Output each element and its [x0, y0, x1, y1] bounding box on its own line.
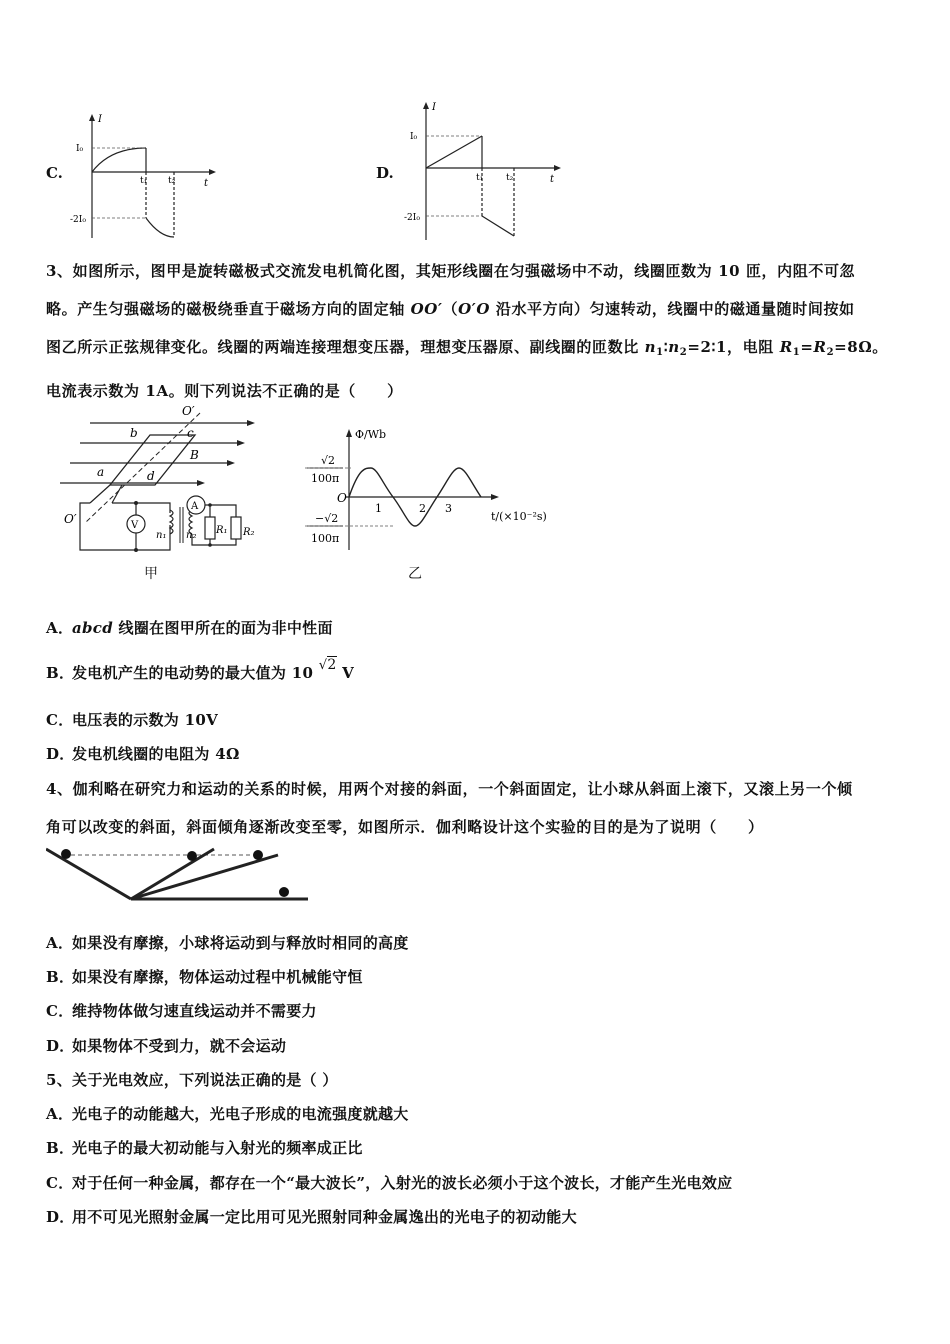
q5-option-a[interactable]: A．光电子的动能越大，光电子形成的电流强度就越大 — [46, 1105, 409, 1123]
q3-option-c[interactable]: C．电压表的示数为 10V — [46, 711, 219, 729]
option-d-graph — [402, 100, 567, 245]
c-t1-label: t₁ — [140, 176, 148, 186]
c-y-top-label: I₀ — [76, 144, 84, 154]
jia-label-n2: n₂ — [186, 530, 197, 541]
jia-label-r2: R₂ — [243, 527, 255, 538]
yi-origin-label: O — [337, 491, 347, 505]
yi-pos-denominator: 100π — [311, 472, 340, 485]
jia-voltmeter-label: V — [131, 520, 139, 531]
yi-tick-3: 3 — [445, 502, 452, 515]
c-t2-label: t₂ — [168, 176, 176, 186]
q4-option-b[interactable]: B．如果没有摩擦，物体运动过程中机械能守恒 — [46, 968, 363, 986]
q4-option-c[interactable]: C．维持物体做匀速直线运动并不需要力 — [46, 1002, 317, 1020]
q3-option-d[interactable]: D．发电机线圈的电阻为 4Ω — [46, 745, 240, 763]
jia-label-r1: R₁ — [216, 525, 228, 536]
option-c-letter[interactable]: C. — [46, 164, 63, 182]
jia-label-o-prime-bottom: O′ — [64, 512, 77, 526]
q4-incline-figure — [46, 843, 311, 905]
d-y-axis-label: I — [432, 102, 436, 113]
yi-neg-denominator: 100π — [311, 532, 340, 545]
q4-line2: 角可以改变的斜面，斜面倾角逐渐改变至零，如图所示．伽利略设计这个实验的目的是为了说明（ ） — [46, 818, 764, 836]
q3-figure-yi-caption: 乙 — [408, 566, 422, 582]
d-y-bottom-label: -2I₀ — [404, 213, 420, 223]
q4-option-d[interactable]: D．如果物体不受到力，就不会运动 — [46, 1037, 287, 1055]
q4-stem — [46, 770, 906, 846]
q3-figure-jia — [50, 405, 265, 555]
d-t1-label: t₁ — [476, 173, 484, 183]
option-d-letter[interactable]: D. — [376, 164, 394, 182]
q5-option-d[interactable]: D．用不可见光照射金属一定比用可见光照射同种金属逸出的光电子的初动能大 — [46, 1208, 577, 1226]
yi-pos-numerator: √2 — [321, 454, 336, 467]
q3-figure-jia-caption: 甲 — [144, 566, 158, 582]
q4-option-a[interactable]: A．如果没有摩擦，小球将运动到与释放时相同的高度 — [46, 934, 409, 952]
c-x-axis-label: t — [204, 178, 209, 189]
q3-option-b[interactable]: B．发电机产生的电动势的最大值为 10 √2 V — [46, 657, 355, 682]
jia-ammeter-label: A — [191, 501, 199, 512]
c-y-bottom-label: -2I₀ — [70, 215, 86, 225]
q5-option-c[interactable]: C．对于任何一种金属，都存在一个“最大波长”，入射光的波长必须小于这个波长，才能产生光电效应 — [46, 1174, 733, 1192]
option-c-graph — [70, 110, 220, 245]
q5-option-b[interactable]: B．光电子的最大初动能与入射光的频率成正比 — [46, 1139, 363, 1157]
yi-tick-2: 2 — [419, 502, 426, 515]
q5-stem: 5、关于光电效应，下列说法正确的是（ ） — [46, 1071, 338, 1089]
q3-line2: 略。产生匀强磁场的磁极绕垂直于磁场方向的固定轴 OO′（O′O 沿水平方向）匀速转动，线圈中的磁通量随时间按如 — [46, 300, 855, 318]
q3-option-a[interactable]: A．abcd 线圈在图甲所在的面为非中性面 — [46, 619, 333, 637]
jia-label-B: B — [190, 448, 199, 462]
q3-stem — [46, 252, 906, 410]
jia-label-b: b — [130, 426, 138, 440]
yi-x-axis-label: t/(×10⁻²s) — [491, 510, 547, 523]
jia-label-o-prime-top: O′ — [182, 405, 195, 418]
jia-label-n1: n₁ — [156, 530, 167, 541]
d-y-top-label: I₀ — [410, 132, 418, 142]
d-x-axis-label: t — [550, 174, 555, 185]
yi-tick-1: 1 — [375, 502, 382, 515]
jia-label-d: d — [147, 469, 155, 483]
jia-label-c: c — [187, 426, 194, 440]
c-y-axis-label: I — [98, 114, 102, 125]
d-t2-label: t₂ — [506, 173, 514, 183]
q3-line1: 3、如图所示，图甲是旋转磁极式交流发电机简化图，其矩形线圈在匀强磁场中不动，线圈匝数为 10 匝，内阻不可忽 — [46, 262, 856, 280]
q4-line1: 4、伽利略在研究力和运动的关系的时候，用两个对接的斜面，一个斜面固定，让小球从斜面上滚下，又滚上另一个倾 — [46, 780, 853, 798]
q3-figure-yi — [285, 424, 570, 554]
q3-line3: 图乙所示正弦规律变化。线圈的两端连接理想变压器，理想变压器原、副线圈的匝数比 $n_1∶n_2=2∶1$，电阻 $R_1=R_2=8\Omega$。 — [46, 338, 888, 358]
jia-label-a: a — [97, 465, 105, 479]
q3-line4: 电流表示数为 1A。则下列说法不正确的是（ ） — [46, 382, 403, 400]
yi-y-axis-label: Φ/Wb — [355, 428, 387, 441]
yi-neg-numerator: −√2 — [315, 512, 339, 525]
